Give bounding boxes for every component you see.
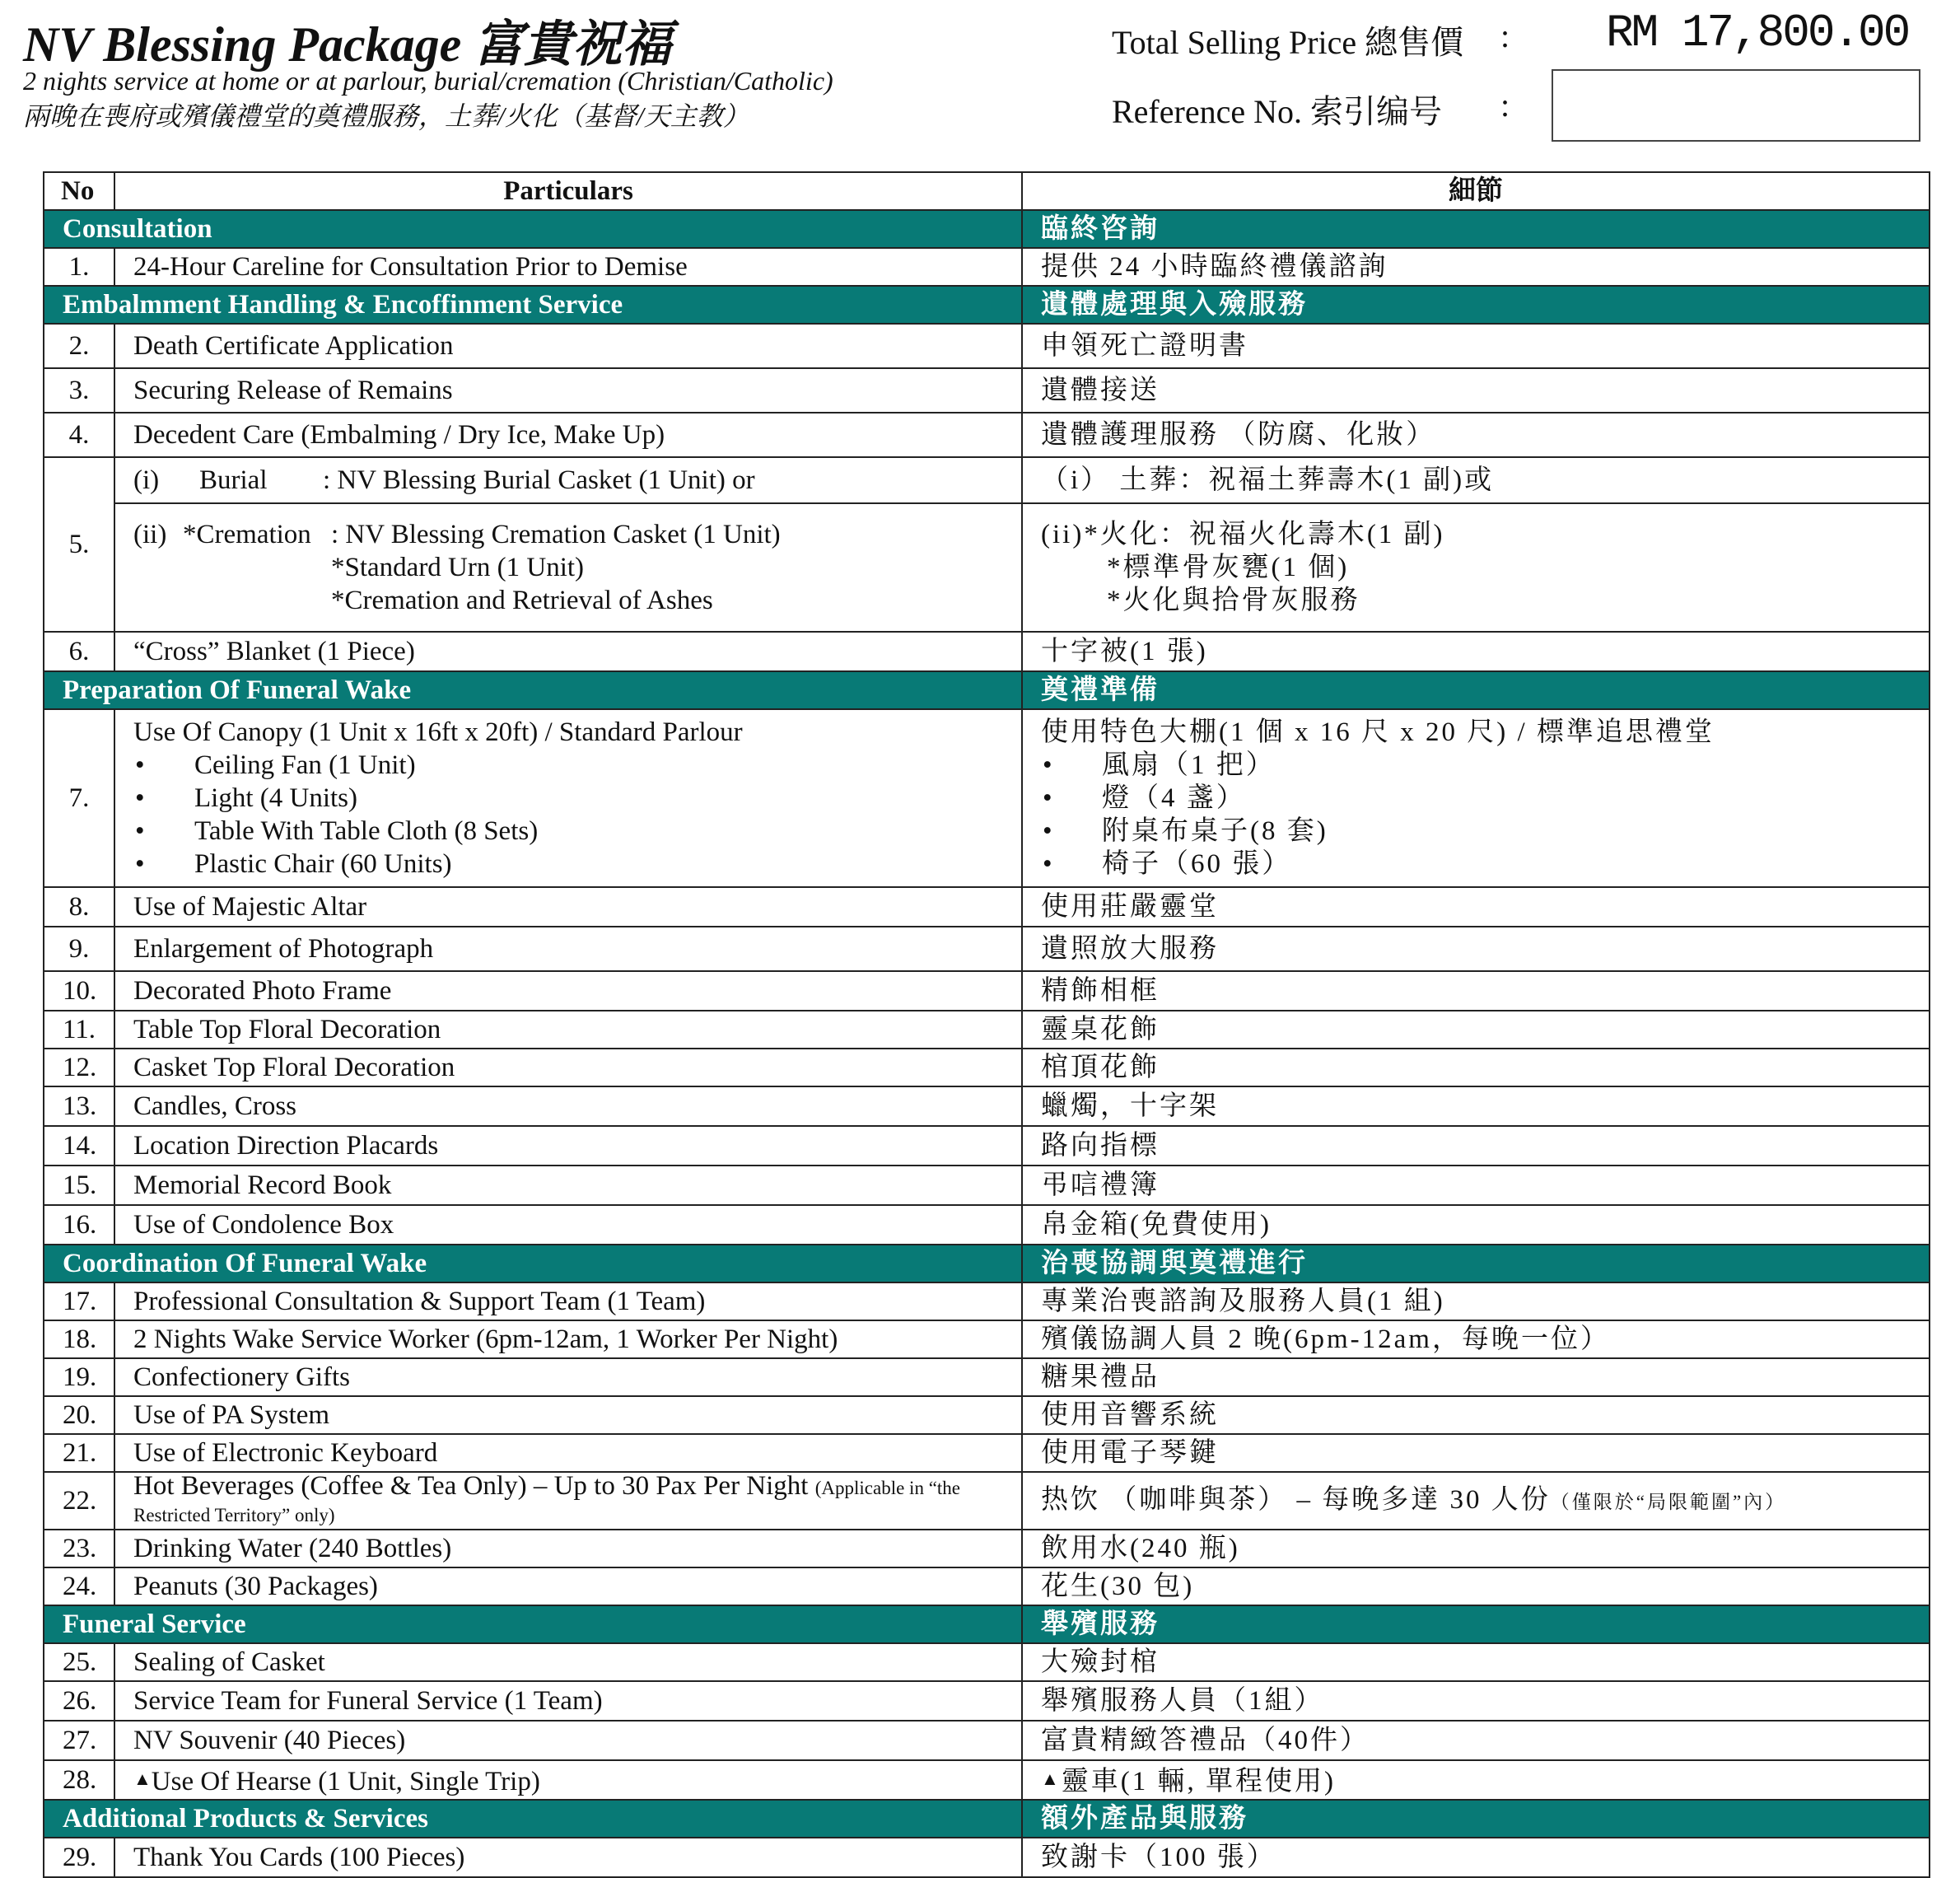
item-zh: 使用音響系統 xyxy=(1022,1396,1930,1434)
triangle-icon: ▲ xyxy=(133,1768,152,1789)
table-row xyxy=(44,457,1930,503)
beverage-text: Hot Beverages (Coffee & Tea Only) – Up to 30 Pax Per Night xyxy=(133,1471,809,1501)
item-en-cremation xyxy=(114,503,1022,632)
item-en: 2 Nights Wake Service Worker (6pm-12am, 1 Worker Per Night) xyxy=(114,1320,1022,1358)
hearse-text-zh: 靈車(1 輛, 單程使用) xyxy=(1061,1766,1337,1796)
row-number: 14. xyxy=(44,1126,114,1166)
item-en: “Cross” Blanket (1 Piece) xyxy=(114,632,1022,671)
item-zh: 遺體護理服務 （防腐、化妝） xyxy=(1022,413,1930,457)
item-zh: 帛金箱(免費使用) xyxy=(1022,1205,1930,1245)
table-row xyxy=(44,1760,1930,1800)
item-zh: 使用莊嚴靈堂 xyxy=(1022,887,1930,927)
table-row xyxy=(44,1567,1930,1605)
row-number: 25. xyxy=(44,1643,114,1681)
cremation-zh-3: *火化與拾骨灰服務 xyxy=(1107,586,1360,615)
row-number: 23. xyxy=(44,1530,114,1567)
item-en: Location Direction Placards xyxy=(114,1126,1022,1166)
list-item: • Plastic Chair (60 Units) xyxy=(133,848,1003,881)
item-zh xyxy=(1022,709,1930,887)
item-en xyxy=(114,709,1022,887)
item-zh: 殯儀協調人員 2 晚(6pm-12am，每晚一位） xyxy=(1022,1320,1930,1358)
triangle-icon: ▲ xyxy=(1041,1768,1062,1789)
item-zh xyxy=(1022,1760,1930,1800)
section-row-coordination xyxy=(44,1245,1930,1282)
item-en xyxy=(114,1760,1022,1800)
cremation-urn: *Standard Urn (1 Unit) xyxy=(331,553,585,582)
item-en: Decorated Photo Frame xyxy=(114,971,1022,1011)
item-en: Casket Top Floral Decoration xyxy=(114,1049,1022,1086)
item-zh: 遺體接送 xyxy=(1022,368,1930,413)
table-header-row xyxy=(44,172,1930,210)
table-row xyxy=(44,1643,1930,1681)
table-row xyxy=(44,971,1930,1011)
row-number: 13. xyxy=(44,1086,114,1126)
section-label-zh: 臨終咨詢 xyxy=(1022,210,1930,248)
table-row xyxy=(44,1086,1930,1126)
table-row xyxy=(44,1166,1930,1205)
table-row xyxy=(44,1126,1930,1166)
section-label-zh: 治喪協調與奠禮進行 xyxy=(1022,1245,1930,1282)
item-zh: 飲用水(240 瓶) xyxy=(1022,1530,1930,1567)
section-row-additional xyxy=(44,1800,1930,1838)
item-zh-burial: （i） 土葬：祝福土葬壽木(1 副)或 xyxy=(1022,457,1930,503)
item-en: Use of Electronic Keyboard xyxy=(114,1434,1022,1472)
item-en-burial xyxy=(114,457,1022,503)
section-label-en: Funeral Service xyxy=(44,1605,1022,1643)
item-zh: 靈桌花飾 xyxy=(1022,1011,1930,1049)
section-row-embalmment xyxy=(44,286,1930,324)
cremation-marker: (ii) xyxy=(133,520,167,549)
package-title: NV Blessing Package 富貴祝福 xyxy=(23,17,672,72)
header-particulars: Particulars xyxy=(114,172,1022,210)
table-row xyxy=(44,1320,1930,1358)
cremation-zh-1: (ii)*火化：祝福火化壽木(1 副) xyxy=(1041,520,1445,549)
row-number: 6. xyxy=(44,632,114,671)
item-zh: 路向指標 xyxy=(1022,1126,1930,1166)
table-row xyxy=(44,1434,1930,1472)
section-row-funeral xyxy=(44,1605,1930,1643)
section-label-en: Additional Products & Services xyxy=(44,1800,1022,1838)
table-row xyxy=(44,1011,1930,1049)
hearse-text: Use Of Hearse (1 Unit, Single Trip) xyxy=(151,1766,540,1796)
cremation-ashes: *Cremation and Retrieval of Ashes xyxy=(331,586,713,615)
item-en: Use of PA System xyxy=(114,1396,1022,1434)
item-en: Service Team for Funeral Service (1 Team) xyxy=(114,1681,1022,1721)
row-number: 26. xyxy=(44,1681,114,1721)
item-zh: 棺頂花飾 xyxy=(1022,1049,1930,1086)
reference-number-field[interactable] xyxy=(1552,69,1920,142)
item-zh: 弔唁禮簿 xyxy=(1022,1166,1930,1205)
item-en: Candles, Cross xyxy=(114,1086,1022,1126)
table-row xyxy=(44,632,1930,671)
table-row xyxy=(44,1205,1930,1245)
section-row-preparation xyxy=(44,671,1930,709)
row-number: 12. xyxy=(44,1049,114,1086)
row-number: 15. xyxy=(44,1166,114,1205)
item-en: Drinking Water (240 Bottles) xyxy=(114,1530,1022,1567)
burial-type: Burial xyxy=(199,465,268,495)
item-zh: 大殮封棺 xyxy=(1022,1643,1930,1681)
row-number: 7. xyxy=(44,709,114,887)
item-en: Thank You Cards (100 Pieces) xyxy=(114,1838,1022,1877)
row-number: 18. xyxy=(44,1320,114,1358)
list-item: • Ceiling Fan (1 Unit) xyxy=(133,749,1003,782)
table-row xyxy=(44,413,1930,457)
list-item: • 椅子（60 張） xyxy=(1041,848,1911,881)
table-row xyxy=(44,368,1930,413)
item-zh: 富貴精緻答禮品（40件） xyxy=(1022,1721,1930,1760)
canopy-line-zh: 使用特色大棚(1 個 x 16 尺 x 20 尺) / 標準追思禮堂 xyxy=(1041,717,1715,747)
item-zh: 舉殯服務人員（1組） xyxy=(1022,1681,1930,1721)
table-row xyxy=(44,324,1930,368)
table-row xyxy=(44,927,1930,971)
item-zh: 蠟燭，十字架 xyxy=(1022,1086,1930,1126)
row-number: 10. xyxy=(44,971,114,1011)
section-label-en: Embalmment Handling & Encoffinment Service xyxy=(44,286,1022,324)
section-label-zh: 遺體處理與入殮服務 xyxy=(1022,286,1930,324)
item-en: Sealing of Casket xyxy=(114,1643,1022,1681)
list-item: • Table With Table Cloth (8 Sets) xyxy=(133,815,1003,848)
table-row xyxy=(44,887,1930,927)
item-zh: 花生(30 包) xyxy=(1022,1567,1930,1605)
section-row-consultation xyxy=(44,210,1930,248)
package-items-table xyxy=(43,171,1930,1878)
reference-label: Reference No. 索引编号 xyxy=(1112,93,1442,130)
item-zh-cremation xyxy=(1022,503,1930,632)
table-row xyxy=(44,1358,1930,1396)
restricted-note-zh: （僅限於“局限範圍”內） xyxy=(1550,1491,1787,1512)
total-price-label: Total Selling Price 總售價 xyxy=(1112,24,1464,61)
cremation-zh-2: *標準骨灰甕(1 個) xyxy=(1107,553,1350,582)
item-en xyxy=(114,1472,1022,1530)
item-en: Peanuts (30 Packages) xyxy=(114,1567,1022,1605)
item-en: NV Souvenir (40 Pieces) xyxy=(114,1721,1022,1760)
row-number: 28. xyxy=(44,1760,114,1800)
item-en: 24-Hour Careline for Consultation Prior to Demise xyxy=(114,248,1022,286)
row-number: 4. xyxy=(44,413,114,457)
item-zh: 遺照放大服務 xyxy=(1022,927,1930,971)
section-label-zh: 額外產品與服務 xyxy=(1022,1800,1930,1838)
package-subtitle-zh: 兩晚在喪府或殯儀禮堂的奠禮服務，土葬/火化（基督/天主教） xyxy=(23,101,749,131)
row-number: 17. xyxy=(44,1282,114,1320)
section-label-zh: 奠禮準備 xyxy=(1022,671,1930,709)
row-number: 3. xyxy=(44,368,114,413)
item-en: Confectionery Gifts xyxy=(114,1358,1022,1396)
section-label-zh: 舉殯服務 xyxy=(1022,1605,1930,1643)
section-label-en: Consultation xyxy=(44,210,1022,248)
item-en: Use of Majestic Altar xyxy=(114,887,1022,927)
row-number: 5. xyxy=(44,457,114,632)
row-number: 2. xyxy=(44,324,114,368)
list-item: • 燈（4 盞） xyxy=(1041,782,1911,815)
table-row xyxy=(44,1282,1930,1320)
table-row xyxy=(44,503,1930,632)
item-zh: 提供 24 小時臨終禮儀諮詢 xyxy=(1022,248,1930,286)
row-number: 19. xyxy=(44,1358,114,1396)
row-number: 22. xyxy=(44,1472,114,1530)
item-en: Enlargement of Photograph xyxy=(114,927,1022,971)
list-item: • Light (4 Units) xyxy=(133,782,1003,815)
item-en: Memorial Record Book xyxy=(114,1166,1022,1205)
table-row xyxy=(44,709,1930,887)
item-zh: 致謝卡（100 張） xyxy=(1022,1838,1930,1877)
list-item: • 附桌布桌子(8 套) xyxy=(1041,815,1911,848)
header-chinese: 細節 xyxy=(1022,172,1930,210)
table-row xyxy=(44,1721,1930,1760)
item-en: Table Top Floral Decoration xyxy=(114,1011,1022,1049)
row-number: 20. xyxy=(44,1396,114,1434)
item-zh: 使用電子琴鍵 xyxy=(1022,1434,1930,1472)
section-label-en: Preparation Of Funeral Wake xyxy=(44,671,1022,709)
item-en: Professional Consultation & Support Team (1 Team) xyxy=(114,1282,1022,1320)
list-item: • 風扇（1 把） xyxy=(1041,749,1911,782)
row-number: 29. xyxy=(44,1838,114,1877)
header-no: No xyxy=(44,172,114,210)
beverage-text-zh: 热饮 （咖啡與茶） – 每晚多達 30 人份 xyxy=(1041,1484,1551,1515)
burial-marker: (i) xyxy=(133,465,160,495)
table-row xyxy=(44,1396,1930,1434)
item-en: Securing Release of Remains xyxy=(114,368,1022,413)
table-row xyxy=(44,1681,1930,1721)
row-number: 24. xyxy=(44,1567,114,1605)
row-number: 8. xyxy=(44,887,114,927)
cremation-type: *Cremation xyxy=(183,520,311,549)
item-zh: 糖果禮品 xyxy=(1022,1358,1930,1396)
row-number: 11. xyxy=(44,1011,114,1049)
row-number: 21. xyxy=(44,1434,114,1472)
table-row xyxy=(44,1530,1930,1567)
item-zh xyxy=(1022,1472,1930,1530)
table-row xyxy=(44,1049,1930,1086)
package-subtitle-en: 2 nights service at home or at parlour, burial/cremation (Christian/Catholic) xyxy=(23,66,833,96)
item-en: Use of Condolence Box xyxy=(114,1205,1022,1245)
table-row xyxy=(44,1472,1930,1530)
reference-colon: : xyxy=(1500,86,1510,124)
row-number: 1. xyxy=(44,248,114,286)
section-label-en: Coordination Of Funeral Wake xyxy=(44,1245,1022,1282)
price-colon: : xyxy=(1500,17,1510,54)
item-en: Death Certificate Application xyxy=(114,324,1022,368)
item-zh: 十字被(1 張) xyxy=(1022,632,1930,671)
canopy-line: Use Of Canopy (1 Unit x 16ft x 20ft) / Standard Parlour xyxy=(133,717,743,747)
row-number: 9. xyxy=(44,927,114,971)
table-row xyxy=(44,248,1930,286)
restricted-note: (Applicable in “the Restricted Territory” only) xyxy=(133,1478,960,1525)
burial-item: : NV Blessing Burial Casket (1 Unit) or xyxy=(323,465,755,495)
item-zh: 專業治喪諮詢及服務人員(1 組) xyxy=(1022,1282,1930,1320)
table-row xyxy=(44,1838,1930,1877)
row-number: 16. xyxy=(44,1205,114,1245)
row-number: 27. xyxy=(44,1721,114,1760)
cremation-item: : NV Blessing Cremation Casket (1 Unit) xyxy=(331,520,781,549)
item-zh: 精飾相框 xyxy=(1022,971,1930,1011)
item-en: Decedent Care (Embalming / Dry Ice, Make Up) xyxy=(114,413,1022,457)
item-zh: 申領死亡證明書 xyxy=(1022,324,1930,368)
total-price-value: RM 17,800.00 xyxy=(1606,7,1909,59)
